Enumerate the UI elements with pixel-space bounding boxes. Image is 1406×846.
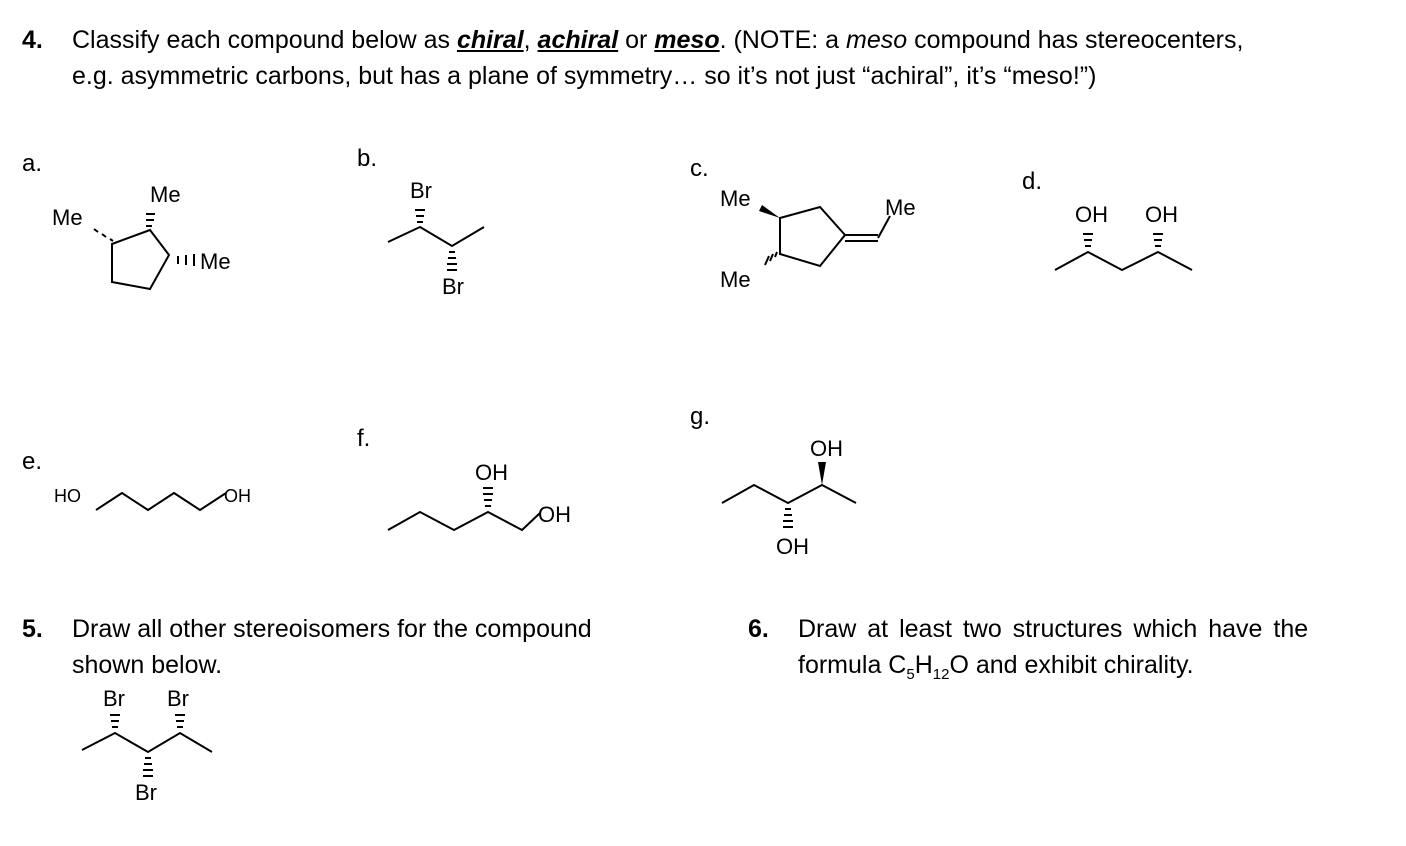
- carbon-chain: [82, 733, 212, 752]
- label-e: e.: [22, 448, 43, 475]
- term-achiral: achiral: [537, 26, 619, 54]
- substituent-ho: HO: [54, 486, 81, 506]
- question-4-line-2: e.g. asymmetric carbons, but has a plane of symmetry… so it’s not just “achiral”, it’s “meso!”): [72, 62, 1097, 90]
- substituent-oh: OH: [538, 502, 571, 527]
- term-chiral: chiral: [456, 26, 524, 54]
- substituent-br: Br: [135, 780, 157, 805]
- term-meso: meso: [654, 26, 720, 54]
- label-b: b.: [357, 145, 378, 172]
- substituent-me: Me: [52, 205, 83, 230]
- question-5-number: 5.: [22, 615, 43, 643]
- label-f: f.: [357, 425, 371, 452]
- substituent-br: Br: [167, 686, 189, 711]
- text-segment: compound has stereocenters,: [907, 26, 1244, 54]
- question-6-number: 6.: [748, 615, 769, 643]
- text-segment: or: [618, 26, 655, 54]
- subscript: 5: [906, 666, 915, 683]
- substituent-me: Me: [200, 249, 231, 274]
- label-a: a.: [22, 150, 43, 177]
- question-5-line-1: Draw all other stereoisomers for the compound: [72, 615, 592, 643]
- question-5-line-2: shown below.: [72, 651, 223, 679]
- substituent-br: Br: [442, 274, 464, 299]
- substituent-oh: OH: [1145, 202, 1178, 227]
- substituent-me: Me: [885, 195, 916, 220]
- substituent-br: Br: [103, 686, 125, 711]
- substituent-br: Br: [410, 178, 432, 203]
- substituent-me: Me: [720, 267, 751, 292]
- substituent-oh: OH: [1075, 202, 1108, 227]
- subscript: 12: [932, 666, 950, 683]
- hash-bond: [110, 715, 120, 727]
- text-segment: ,: [523, 26, 538, 54]
- text-segment: H: [914, 651, 933, 679]
- text-segment: O and exhibit chirality.: [949, 651, 1194, 679]
- substituent-me: Me: [150, 182, 181, 207]
- question-6-line-1: Draw at least two structures which have the: [798, 615, 1309, 643]
- label-g: g.: [690, 403, 711, 430]
- question-4-number: 4.: [22, 26, 43, 54]
- text-segment: formula C: [798, 651, 907, 679]
- hash-bond: [143, 758, 153, 776]
- substituent-oh: OH: [810, 436, 843, 461]
- question-6-line-2: [798, 647, 1308, 693]
- text-segment: . (NOTE: a: [719, 26, 846, 54]
- substituent-oh: OH: [475, 460, 508, 485]
- question-6-text: [798, 611, 1308, 693]
- substituent-oh: OH: [776, 534, 809, 559]
- text-segment: Classify each compound below as: [72, 26, 457, 54]
- label-c: c.: [690, 155, 709, 182]
- label-d: d.: [1022, 168, 1043, 195]
- substituent-me: Me: [720, 186, 751, 211]
- hash-bond: [175, 715, 185, 727]
- question-6: [748, 611, 1388, 691]
- term-meso-italic: meso: [846, 26, 908, 54]
- substituent-oh: OH: [224, 486, 251, 506]
